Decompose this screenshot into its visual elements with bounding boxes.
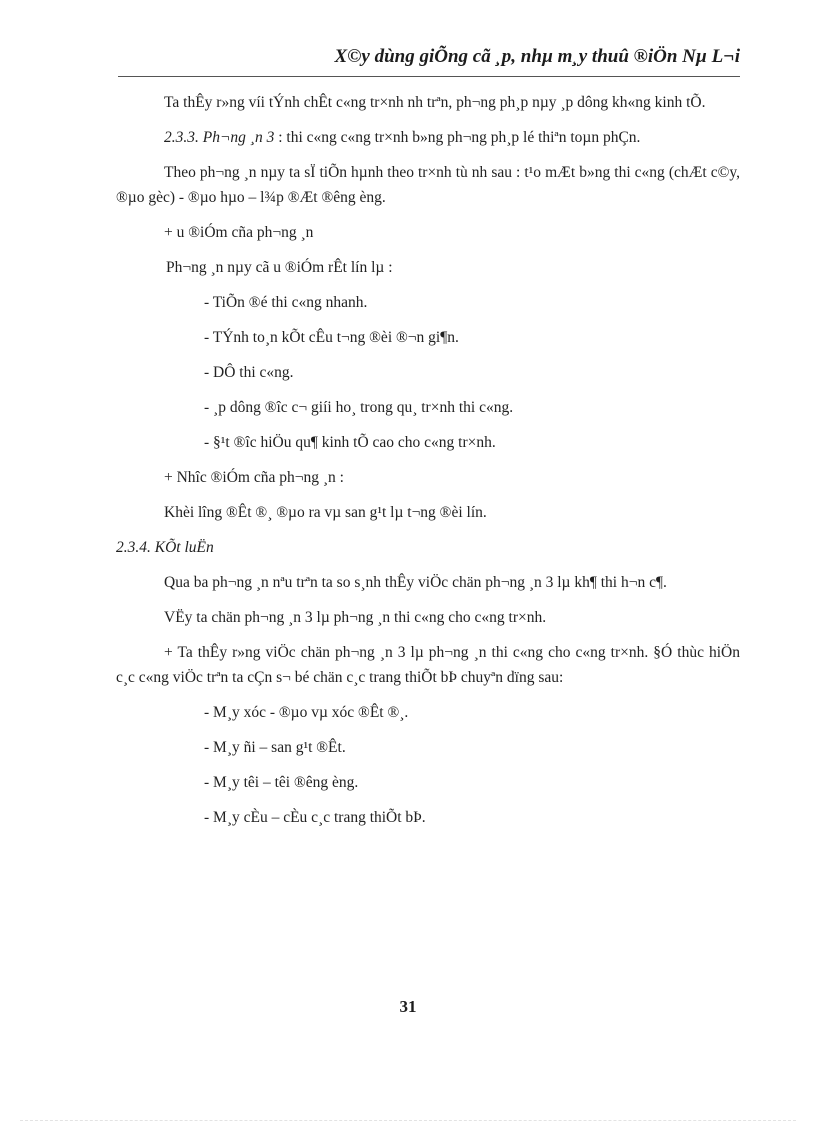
page-body — [116, 90, 740, 840]
list-item: - TiÕn ®é thi c«ng nhanh. — [204, 294, 368, 311]
list-item: - M¸y cÈu – cÈu c¸c trang thiÕt bÞ. — [204, 809, 426, 826]
method-3-text: : thi c«ng c«ng tr×nh b»ng ph¬ng ph¸p lé thiªn toµn phÇn. — [274, 129, 641, 146]
paragraph: + Ta thÊy r»ng viÖc chän ph¬ng ¸n 3 lµ ph¬ng ¸n thi c«ng cho c«ng tr×nh. §Ó thùc hiÖn c¸c c«ng viÖc trªn ta cÇn s¬ bé chän c¸c trang thiÕt bÞ chuyªn dïng sau: — [116, 644, 740, 686]
advantages-label: + u ®iÓm cña ph¬ng ¸n — [164, 224, 314, 241]
page-number: 31 — [399, 997, 417, 1016]
advantages-intro: Ph¬ng ¸n nµy cã u ®iÓm rÊt lín lµ : — [166, 259, 393, 276]
equipment-list — [116, 700, 740, 830]
list-item: - M¸y ñi – san g¹t ®Êt. — [204, 739, 346, 756]
paragraph: Ta thÊy r»ng víi tÝnh chÊt c«ng tr×nh nh trªn, ph¬ng ph¸p nµy ¸p dông kh«ng kinh tÕ. — [164, 94, 706, 111]
paragraph: Theo ph¬ng ¸n nµy ta sÏ tiÕn hµnh theo tr×nh tù nh sau : t¹o mÆt b»ng thi c«ng (chÆt c©y, ®µo gèc) - ®µo hµo – l¾p ®Æt ®êng èng. — [116, 164, 740, 206]
document-header-title: X©y dùng giÕng cã ¸p, nhµ m¸y thuû ®iÖn Nµ L¬i — [334, 46, 740, 67]
page-bottom-edge — [20, 1120, 796, 1121]
list-item: - ¸p dông ®îc c¬ giíi ho¸ trong qu¸ tr×nh thi c«ng. — [204, 399, 514, 416]
disadvantages-label: + Nhîc ®iÓm cña ph¬ng ¸n : — [164, 469, 344, 486]
list-item: - M¸y xóc - ®µo vµ xóc ®Êt ®¸. — [204, 704, 409, 721]
method-3-heading: 2.3.3. Ph¬ng ¸n 3 — [164, 129, 275, 146]
list-item: - §¹t ®îc hiÖu qu¶ kinh tÕ cao cho c«ng tr×nh. — [204, 434, 496, 451]
header-rule — [118, 76, 740, 77]
list-item: - TÝnh to¸n kÕt cÊu t¬ng ®èi ®¬n gi¶n. — [204, 329, 459, 346]
list-item: - DÔ thi c«ng. — [204, 364, 294, 381]
paragraph: Khèi lîng ®Êt ®¸ ®µo ra vµ san g¹t lµ t¬ng ®èi lín. — [164, 504, 487, 521]
list-item: - M¸y têi – têi ®êng èng. — [204, 774, 359, 791]
advantages-list — [116, 290, 740, 455]
section-heading-conclusion: 2.3.4. KÕt luËn — [116, 539, 214, 556]
paragraph: VËy ta chän ph¬ng ¸n 3 lµ ph¬ng ¸n thi c«ng cho c«ng tr×nh. — [164, 609, 547, 626]
method-3-paragraph — [116, 125, 740, 150]
paragraph: Qua ba ph¬ng ¸n nªu trªn ta so s¸nh thÊy viÖc chän ph¬ng ¸n 3 lµ kh¶ thi h¬n c¶. — [164, 574, 667, 591]
